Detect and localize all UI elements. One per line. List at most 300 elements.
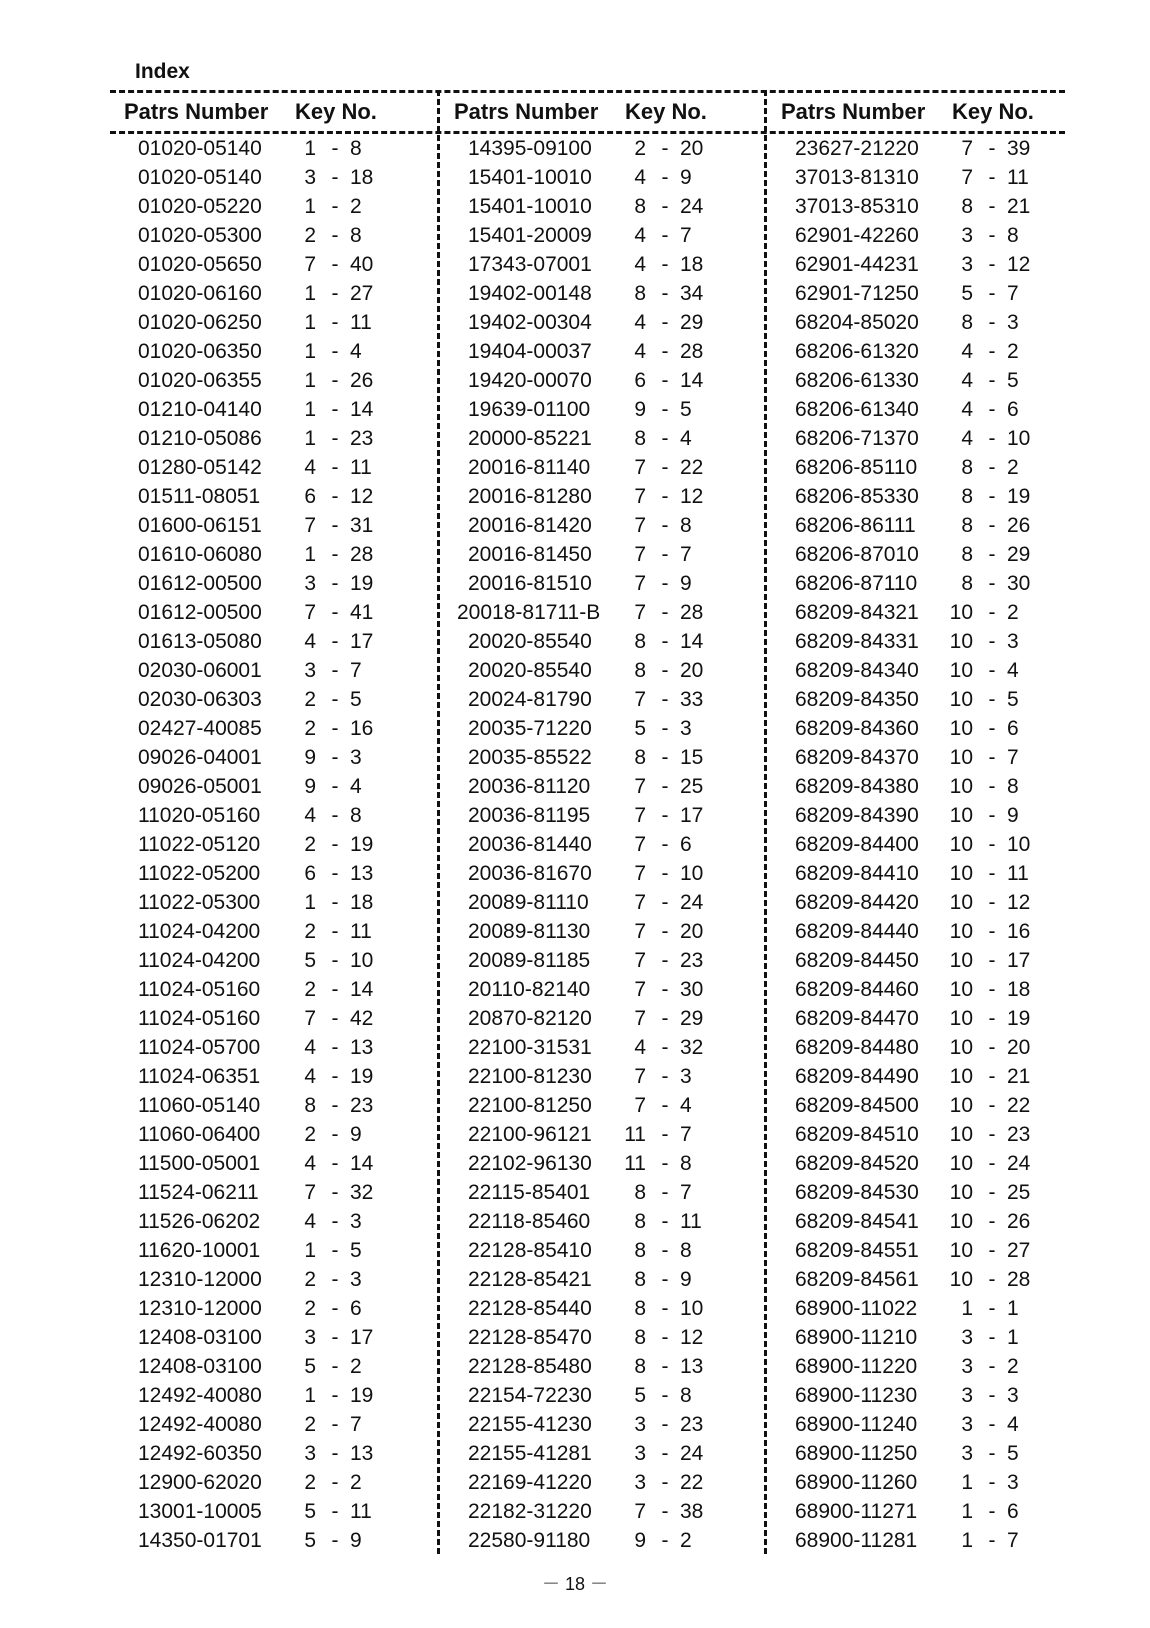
part-number: 22128-85410	[468, 1239, 592, 1262]
index-row	[110, 570, 430, 599]
index-row	[110, 222, 430, 251]
key-item: 19	[1007, 485, 1031, 508]
key-group: 7	[634, 1500, 646, 1523]
part-number: 15401-20009	[468, 224, 592, 247]
key-group: 6	[634, 369, 646, 392]
index-row	[440, 164, 760, 193]
key-group: 1	[961, 1500, 973, 1523]
column-header	[440, 90, 760, 131]
key-separator: -	[331, 804, 339, 827]
key-item: 10	[680, 862, 704, 885]
key-separator: -	[988, 340, 996, 363]
key-group: 4	[961, 427, 973, 450]
index-row	[767, 628, 1087, 657]
key-group: 9	[304, 775, 316, 798]
index-row	[440, 193, 760, 222]
key-item: 8	[680, 1152, 692, 1175]
key-group: 4	[634, 166, 646, 189]
key-item: 9	[680, 166, 692, 189]
key-group: 10	[949, 1094, 973, 1117]
index-row	[767, 570, 1087, 599]
key-item: 14	[680, 369, 704, 392]
key-item: 9	[350, 1529, 362, 1552]
index-row	[440, 1092, 760, 1121]
key-item: 8	[350, 137, 362, 160]
key-item: 8	[350, 224, 362, 247]
part-number: 01610-06080	[138, 543, 262, 566]
part-number: 20020-85540	[468, 630, 592, 653]
key-group: 10	[949, 804, 973, 827]
part-number: 20024-81790	[468, 688, 592, 711]
index-row	[767, 454, 1087, 483]
part-number: 01613-05080	[138, 630, 262, 653]
key-group: 10	[949, 833, 973, 856]
index-row	[440, 889, 760, 918]
key-group: 8	[961, 514, 973, 537]
index-row	[110, 483, 430, 512]
key-group: 1	[961, 1297, 973, 1320]
index-row	[110, 628, 430, 657]
key-separator: -	[661, 572, 669, 595]
key-group: 1	[304, 340, 316, 363]
part-number: 68209-84420	[795, 891, 919, 914]
part-number: 20036-81120	[468, 775, 591, 798]
key-separator: -	[988, 572, 996, 595]
key-item: 19	[350, 1065, 374, 1088]
part-number: 22128-85421	[468, 1268, 592, 1291]
part-number: 09026-04001	[138, 746, 262, 769]
index-row	[110, 715, 430, 744]
key-separator: -	[988, 485, 996, 508]
key-separator: -	[988, 1268, 996, 1291]
key-separator: -	[661, 804, 669, 827]
part-number: 68900-11220	[795, 1355, 918, 1378]
index-row	[767, 657, 1087, 686]
key-group: 2	[304, 1268, 316, 1291]
key-group: 8	[634, 1181, 646, 1204]
key-group: 2	[304, 1471, 316, 1494]
key-group: 10	[949, 1210, 973, 1233]
key-item: 4	[1007, 1413, 1019, 1436]
key-separator: -	[661, 775, 669, 798]
key-item: 12	[1007, 891, 1031, 914]
part-number: 22182-31220	[468, 1500, 592, 1523]
part-number: 68900-11240	[795, 1413, 918, 1436]
key-item: 19	[1007, 1007, 1031, 1030]
key-item: 34	[680, 282, 704, 305]
part-number: 22155-41230	[468, 1413, 592, 1436]
part-number: 11022-05120	[138, 833, 261, 856]
key-item: 5	[1007, 1442, 1019, 1465]
index-row	[440, 425, 760, 454]
key-group: 7	[634, 891, 646, 914]
key-separator: -	[988, 1413, 996, 1436]
part-number: 17343-07001	[468, 253, 592, 276]
key-group: 7	[634, 1094, 646, 1117]
key-separator: -	[988, 1007, 996, 1030]
key-separator: -	[988, 1239, 996, 1262]
key-group: 7	[634, 688, 646, 711]
part-number: 20016-81450	[468, 543, 592, 566]
key-separator: -	[988, 369, 996, 392]
key-group: 8	[634, 282, 646, 305]
key-item: 11	[1007, 166, 1029, 189]
key-separator: -	[331, 1007, 339, 1030]
key-group: 1	[304, 543, 316, 566]
part-number: 68900-11260	[795, 1471, 918, 1494]
index-row	[440, 1411, 760, 1440]
part-number: 12310-12000	[138, 1297, 262, 1320]
key-group: 10	[949, 746, 973, 769]
part-number: 68206-87110	[795, 572, 918, 595]
key-group: 8	[961, 311, 973, 334]
index-row	[110, 1179, 430, 1208]
index-row	[440, 628, 760, 657]
key-item: 18	[350, 891, 374, 914]
key-group: 9	[634, 1529, 646, 1552]
part-number: 68900-11281	[795, 1529, 918, 1552]
part-number: 22102-96130	[468, 1152, 592, 1175]
part-number: 68209-84480	[795, 1036, 919, 1059]
part-number: 68209-84490	[795, 1065, 919, 1088]
key-separator: -	[331, 746, 339, 769]
key-item: 32	[350, 1181, 374, 1204]
part-number: 12408-03100	[138, 1326, 262, 1349]
part-number: 11060-06400	[138, 1123, 261, 1146]
part-number: 11024-06351	[138, 1065, 261, 1088]
key-separator: -	[988, 166, 996, 189]
key-item: 3	[1007, 630, 1019, 653]
key-separator: -	[988, 949, 996, 972]
key-separator: -	[661, 340, 669, 363]
key-separator: -	[331, 572, 339, 595]
index-row	[767, 773, 1087, 802]
key-separator: -	[661, 1065, 669, 1088]
key-group: 8	[634, 1326, 646, 1349]
key-item: 24	[680, 195, 704, 218]
key-separator: -	[331, 311, 339, 334]
key-group: 10	[949, 891, 973, 914]
key-group: 7	[634, 1007, 646, 1030]
index-row	[440, 570, 760, 599]
index-row	[110, 1382, 430, 1411]
index-row	[767, 860, 1087, 889]
part-number: 68209-84561	[795, 1268, 919, 1291]
key-group: 7	[634, 601, 646, 624]
key-separator: -	[988, 775, 996, 798]
key-item: 20	[1007, 1036, 1031, 1059]
key-separator: -	[331, 195, 339, 218]
key-item: 11	[350, 311, 372, 334]
index-row	[440, 454, 760, 483]
key-separator: -	[331, 1384, 339, 1407]
key-separator: -	[661, 1297, 669, 1320]
key-item: 9	[350, 1123, 362, 1146]
key-separator: -	[661, 166, 669, 189]
key-group: 8	[634, 1268, 646, 1291]
key-separator: -	[661, 1500, 669, 1523]
index-row	[440, 1440, 760, 1469]
index-row	[110, 338, 430, 367]
key-separator: -	[988, 746, 996, 769]
key-group: 2	[304, 1123, 316, 1146]
part-number: 01612-00500	[138, 601, 262, 624]
index-row	[440, 1150, 760, 1179]
index-row	[440, 1469, 760, 1498]
part-number: 68209-84370	[795, 746, 919, 769]
part-number: 68206-61320	[795, 340, 919, 363]
index-row	[440, 338, 760, 367]
key-group: 7	[634, 456, 646, 479]
key-item: 2	[350, 195, 362, 218]
part-number: 68206-85110	[795, 456, 918, 479]
key-group: 3	[304, 659, 316, 682]
key-separator: -	[331, 282, 339, 305]
key-group: 3	[634, 1471, 646, 1494]
part-number: 14395-09100	[468, 137, 592, 160]
part-number: 02427-40085	[138, 717, 262, 740]
key-item: 28	[1007, 1268, 1031, 1291]
index-row	[440, 1034, 760, 1063]
key-separator: -	[661, 1123, 669, 1146]
part-number: 20016-81140	[468, 456, 591, 479]
key-item: 7	[680, 224, 692, 247]
key-separator: -	[661, 253, 669, 276]
key-item: 8	[1007, 224, 1019, 247]
key-separator: -	[331, 1065, 339, 1088]
key-item: 11	[1007, 862, 1029, 885]
key-separator: -	[331, 1181, 339, 1204]
key-separator: -	[661, 862, 669, 885]
key-item: 4	[680, 1094, 692, 1117]
key-item: 3	[680, 717, 692, 740]
key-separator: -	[661, 1326, 669, 1349]
key-group: 2	[304, 688, 316, 711]
key-separator: -	[661, 1239, 669, 1262]
key-group: 7	[634, 572, 646, 595]
key-separator: -	[331, 1268, 339, 1291]
key-group: 10	[949, 601, 973, 624]
index-row	[110, 193, 430, 222]
key-item: 10	[680, 1297, 704, 1320]
index-row	[440, 1005, 760, 1034]
key-item: 25	[1007, 1181, 1031, 1204]
part-number: 11024-04200	[138, 920, 261, 943]
key-item: 3	[350, 746, 362, 769]
index-row	[110, 1498, 430, 1527]
part-number: 62901-44231	[795, 253, 919, 276]
index-row	[440, 135, 760, 164]
part-number: 19404-00037	[468, 340, 592, 363]
key-separator: -	[661, 514, 669, 537]
key-group: 1	[304, 1384, 316, 1407]
part-number: 12492-40080	[138, 1384, 262, 1407]
key-separator: -	[331, 1094, 339, 1117]
part-number: 20036-81195	[468, 804, 591, 827]
key-group: 7	[304, 1181, 316, 1204]
index-row	[440, 396, 760, 425]
index-row	[110, 135, 430, 164]
index-row	[767, 396, 1087, 425]
key-separator: -	[988, 1152, 996, 1175]
key-group: 10	[949, 1007, 973, 1030]
key-group: 7	[304, 1007, 316, 1030]
index-row	[110, 1440, 430, 1469]
key-group: 10	[949, 949, 973, 972]
key-separator: -	[988, 1442, 996, 1465]
index-column-1	[110, 90, 430, 1556]
index-row	[110, 889, 430, 918]
key-group: 5	[304, 1500, 316, 1523]
part-number: 68209-84510	[795, 1123, 919, 1146]
key-separator: -	[331, 1210, 339, 1233]
key-separator: -	[988, 398, 996, 421]
key-group: 2	[634, 137, 646, 160]
key-group: 2	[304, 978, 316, 1001]
key-group: 7	[634, 543, 646, 566]
key-item: 14	[350, 1152, 374, 1175]
key-item: 3	[1007, 311, 1019, 334]
key-separator: -	[661, 1442, 669, 1465]
index-row	[110, 1237, 430, 1266]
key-item: 26	[1007, 514, 1031, 537]
key-separator: -	[988, 1065, 996, 1088]
index-row	[110, 512, 430, 541]
key-item: 6	[1007, 398, 1019, 421]
part-number: 68209-84530	[795, 1181, 919, 1204]
index-row	[440, 483, 760, 512]
part-number: 11024-05160	[138, 978, 261, 1001]
key-separator: -	[661, 1210, 669, 1233]
key-separator: -	[331, 456, 339, 479]
key-group: 8	[634, 659, 646, 682]
key-group: 4	[634, 311, 646, 334]
key-separator: -	[331, 862, 339, 885]
part-number: 20035-71220	[468, 717, 592, 740]
index-row	[767, 425, 1087, 454]
key-separator: -	[331, 514, 339, 537]
key-group: 4	[304, 1152, 316, 1175]
key-item: 5	[350, 688, 362, 711]
key-separator: -	[988, 456, 996, 479]
key-group: 1	[304, 427, 316, 450]
part-number: 22118-85460	[468, 1210, 591, 1233]
part-number: 01280-05142	[138, 456, 262, 479]
key-group: 11	[624, 1123, 646, 1146]
index-row	[440, 802, 760, 831]
key-item: 18	[1007, 978, 1031, 1001]
part-number: 19402-00304	[468, 311, 592, 334]
part-number: 01020-05300	[138, 224, 262, 247]
key-item: 6	[1007, 717, 1019, 740]
part-number: 68206-85330	[795, 485, 919, 508]
part-number: 11024-05160	[138, 1007, 261, 1030]
index-row	[110, 1469, 430, 1498]
key-group: 4	[961, 340, 973, 363]
key-group: 10	[949, 1065, 973, 1088]
key-item: 18	[680, 253, 704, 276]
part-number: 11524-06211	[138, 1181, 259, 1204]
index-row	[440, 1382, 760, 1411]
key-item: 24	[680, 1442, 704, 1465]
index-row	[440, 686, 760, 715]
part-number: 20089-81185	[468, 949, 591, 972]
key-separator: -	[988, 1384, 996, 1407]
key-item: 32	[680, 1036, 704, 1059]
key-item: 3	[1007, 1384, 1019, 1407]
part-number: 68209-84340	[795, 659, 919, 682]
key-item: 5	[350, 1239, 362, 1262]
key-item: 7	[680, 543, 692, 566]
key-group: 5	[634, 1384, 646, 1407]
key-group: 2	[304, 224, 316, 247]
part-number: 01210-04140	[138, 398, 262, 421]
key-item: 10	[1007, 427, 1031, 450]
key-separator: -	[331, 340, 339, 363]
index-row	[110, 1005, 430, 1034]
key-item: 17	[350, 1326, 374, 1349]
key-group: 1	[304, 398, 316, 421]
index-row	[767, 135, 1087, 164]
index-row	[767, 831, 1087, 860]
key-group: 8	[304, 1094, 316, 1117]
key-item: 13	[350, 862, 374, 885]
key-separator: -	[331, 1500, 339, 1523]
index-row	[440, 1266, 760, 1295]
key-item: 7	[680, 1181, 692, 1204]
key-item: 28	[350, 543, 374, 566]
parts-number-header: Patrs Number	[781, 99, 926, 124]
key-item: 19	[350, 1384, 374, 1407]
part-number: 12492-60350	[138, 1442, 262, 1465]
part-number: 62901-71250	[795, 282, 919, 305]
part-number: 68209-84380	[795, 775, 919, 798]
index-row	[440, 512, 760, 541]
part-number: 22155-41281	[468, 1442, 592, 1465]
part-number: 22154-72230	[468, 1384, 592, 1407]
key-group: 4	[961, 398, 973, 421]
index-row	[110, 1150, 430, 1179]
key-item: 14	[680, 630, 704, 653]
part-number: 68900-11271	[795, 1500, 918, 1523]
key-item: 14	[350, 978, 374, 1001]
index-row	[110, 1121, 430, 1150]
part-number: 37013-85310	[795, 195, 919, 218]
part-number: 68209-84400	[795, 833, 919, 856]
index-row	[110, 599, 430, 628]
part-number: 22100-81250	[468, 1094, 592, 1117]
part-number: 01020-05220	[138, 195, 262, 218]
key-group: 4	[304, 456, 316, 479]
part-number: 68209-84331	[795, 630, 919, 653]
part-number: 20018-81711-B	[457, 601, 601, 624]
index-row	[767, 251, 1087, 280]
key-item: 24	[680, 891, 704, 914]
key-separator: -	[661, 1007, 669, 1030]
index-row	[767, 744, 1087, 773]
key-separator: -	[988, 1471, 996, 1494]
key-group: 8	[634, 630, 646, 653]
key-separator: -	[331, 224, 339, 247]
index-row	[110, 1527, 430, 1556]
key-item: 8	[1007, 775, 1019, 798]
index-row	[440, 309, 760, 338]
part-number: 20089-81110	[468, 891, 589, 914]
index-row	[440, 744, 760, 773]
index-row	[767, 483, 1087, 512]
key-separator: -	[331, 398, 339, 421]
part-number: 23627-21220	[795, 137, 919, 160]
